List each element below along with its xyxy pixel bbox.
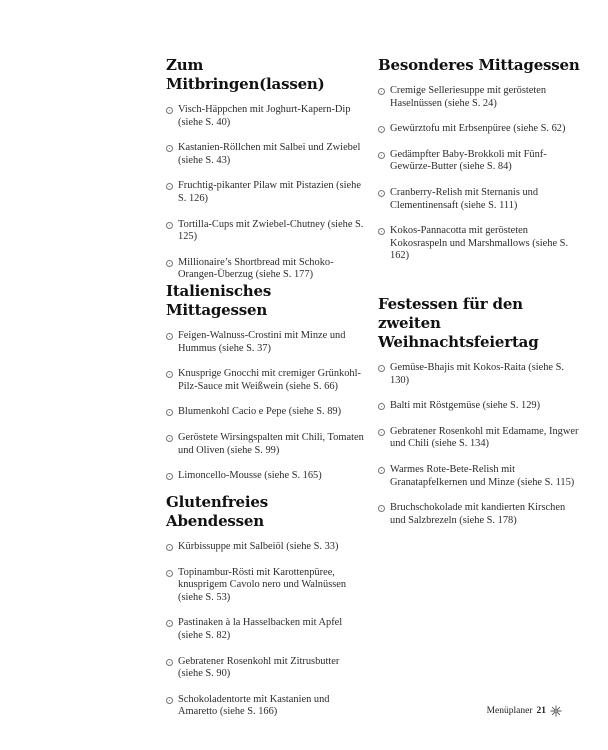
- menu-section-besonderes-mittagessen: [378, 56, 583, 263]
- footer-label: Menüplaner: [486, 706, 533, 716]
- dish-item: Topinambur-Rösti mit Karottenpüree, knusprigem Cavolo nero und Walnüssen (siehe S. 53): [166, 567, 366, 605]
- dish-item: Geröstete Wirsingspalten mit Chili, Tomaten und Oliven (siehe S. 99): [166, 432, 366, 457]
- dish-item: Fruchtig-pikanter Pilaw mit Pistazien (siehe S. 126): [166, 180, 366, 205]
- section-title: Zum Mitbringen(lassen): [166, 56, 325, 93]
- bullet-icon: [166, 145, 173, 152]
- dish-list: [166, 541, 366, 719]
- dish-item: Gebratener Rosenkohl mit Edamame, Ingwer und Chili (siehe S. 134): [378, 426, 583, 451]
- dish-item: Visch-Häppchen mit Joghurt-Kapern-Dip (siehe S. 40): [166, 104, 366, 129]
- dish-item: Pastinaken à la Hasselbacken mit Apfel (siehe S. 82): [166, 617, 366, 642]
- bullet-icon: [378, 88, 385, 95]
- menu-section-glutenfreies-abendessen: [166, 493, 366, 719]
- bullet-icon: [378, 505, 385, 512]
- dish-list: [378, 85, 583, 263]
- dish-item: Gebratener Rosenkohl mit Zitrusbutter (siehe S. 90): [166, 656, 366, 681]
- dish-item: Millionaire’s Shortbread mit Schoko-Orangen-Überzug (siehe S. 177): [166, 257, 366, 282]
- dish-item: Kastanien-Röllchen mit Salbei und Zwiebel (siehe S. 43): [166, 142, 366, 167]
- dish-item: Balti mit Röstgemüse (siehe S. 129): [378, 400, 583, 413]
- page-footer: [487, 705, 562, 717]
- dish-item: Cranberry-Relish mit Sternanis und Clementinensaft (siehe S. 111): [378, 187, 583, 212]
- dish-item: Kokos-Pannacotta mit gerösteten Kokosraspeln und Marshmallows (siehe S. 162): [378, 225, 583, 263]
- bullet-icon: [166, 409, 173, 416]
- bullet-icon: [166, 570, 173, 577]
- dish-item: Gemüse-Bhajis mit Kokos-Raita (siehe S. 130): [378, 362, 583, 387]
- dish-item: Gewürztofu mit Erbsenpüree (siehe S. 62): [378, 123, 583, 136]
- bullet-icon: [378, 467, 385, 474]
- dish-item: Blumenkohl Cacio e Pepe (siehe S. 89): [166, 406, 366, 419]
- dish-list: [378, 362, 583, 527]
- bullet-icon: [166, 260, 173, 267]
- bullet-icon: [166, 620, 173, 627]
- bullet-icon: [166, 371, 173, 378]
- section-title: Besonderes Mittagessen: [378, 56, 580, 74]
- dish-item: Feigen-Walnuss-Crostini mit Minze und Hummus (siehe S. 37): [166, 330, 366, 355]
- section-title: Festessen für den zweiten Weihnachtsfeiertag: [378, 295, 539, 351]
- bullet-icon: [378, 429, 385, 436]
- dish-list: [166, 104, 366, 282]
- menu-section-zum-mitbringen: [166, 56, 366, 282]
- dish-item: Tortilla-Cups mit Zwiebel-Chutney (siehe S. 125): [166, 219, 366, 244]
- dish-item: Gedämpfter Baby-Brokkoli mit Fünf-Gewürze-Butter (siehe S. 84): [378, 149, 583, 174]
- dish-item: Cremige Selleriesuppe mit gerösteten Haselnüssen (siehe S. 24): [378, 85, 583, 110]
- section-title: Glutenfreies Abendessen: [166, 493, 268, 530]
- menu-section-italienisches-mittagessen: [166, 282, 366, 483]
- dish-item: Schokoladentorte mit Kastanien und Amaretto (siehe S. 166): [166, 694, 366, 719]
- dish-list: [166, 330, 366, 483]
- bullet-icon: [166, 544, 173, 551]
- star-icon: [550, 705, 562, 717]
- bullet-icon: [378, 403, 385, 410]
- bullet-icon: [378, 228, 385, 235]
- dish-item: Limoncello-Mousse (siehe S. 165): [166, 470, 366, 483]
- bullet-icon: [166, 222, 173, 229]
- bullet-icon: [166, 659, 173, 666]
- dish-item: Kürbissuppe mit Salbeiöl (siehe S. 33): [166, 541, 366, 554]
- bullet-icon: [378, 126, 385, 133]
- dish-item: Warmes Rote-Bete-Relish mit Granatapfelkernen und Minze (siehe S. 115): [378, 464, 583, 489]
- bullet-icon: [166, 473, 173, 480]
- bullet-icon: [378, 365, 385, 372]
- bullet-icon: [378, 152, 385, 159]
- bullet-icon: [166, 697, 173, 704]
- section-title: Italienisches Mittagessen: [166, 282, 272, 319]
- bullet-icon: [166, 333, 173, 340]
- bullet-icon: [378, 190, 385, 197]
- bullet-icon: [166, 435, 173, 442]
- dish-item: Bruchschokolade mit kandierten Kirschen und Salzbrezeln (siehe S. 178): [378, 502, 583, 527]
- page-number: 21: [536, 706, 546, 716]
- bullet-icon: [166, 183, 173, 190]
- menu-section-festessen-zweiter-weihnachtsfeiertag: [378, 295, 583, 527]
- bullet-icon: [166, 107, 173, 114]
- dish-item: Knusprige Gnocchi mit cremiger Grünkohl-Pilz-Sauce mit Weißwein (siehe S. 66): [166, 368, 366, 393]
